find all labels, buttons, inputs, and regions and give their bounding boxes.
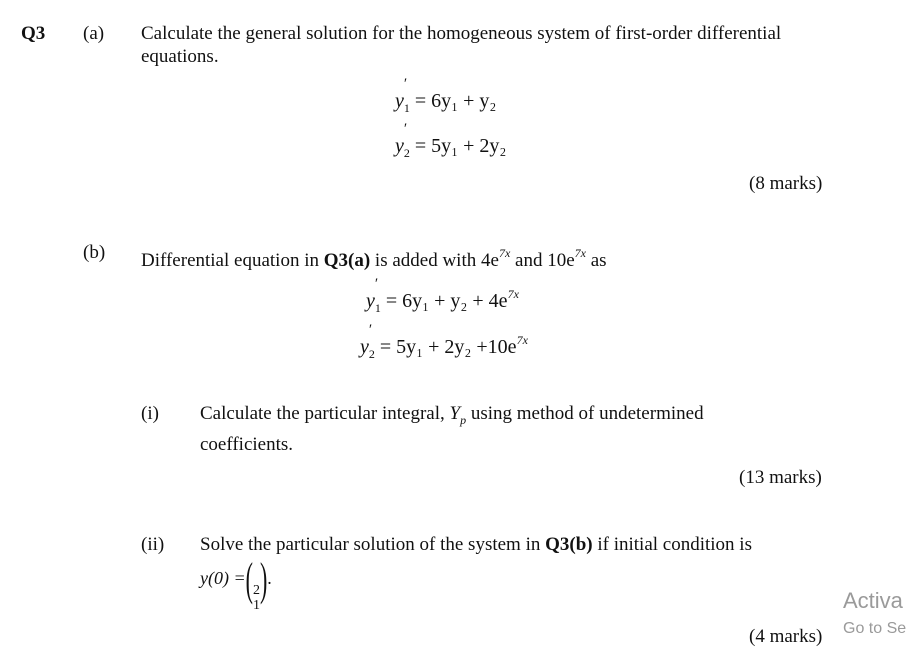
sub-ii-marks: (4 marks) bbox=[749, 626, 823, 647]
activation-watermark-line2: Go to Se bbox=[843, 620, 907, 637]
part-b-equation-1: $y_1$ ′ = $6y_1 + y_2 + 4e^{7x}$ bbox=[366, 276, 519, 315]
sub-ii-label: (ii) bbox=[141, 534, 165, 555]
sub-i-marks: (13 marks) bbox=[739, 467, 822, 488]
part-b-equation-2: $y_2$ ′ = $5y_1 + 2y_2 +10e^{7x}$ bbox=[360, 322, 528, 361]
sub-i-text-line2: coefficients. bbox=[200, 434, 294, 455]
sub-ii-text-line1: Solve the particular solution of the system in Q3(b) if initial condition is bbox=[200, 534, 752, 555]
sub-i-text-line1: Calculate the particular integral, $Y_p$ using method of undetermined bbox=[200, 403, 704, 427]
part-a-text-line2: equations. bbox=[141, 46, 219, 67]
question-label: Q3 bbox=[21, 23, 46, 44]
part-a-text-line1: Calculate the general solution for the homogeneous system of first-order differential bbox=[141, 23, 782, 44]
part-b-intro: Differential equation in Q3(a) is added with $4e^{7x}$ and $10e^{7x}$ as bbox=[141, 246, 607, 271]
part-a-equation-1: $y_1$ ′ = 6y₁ + y₂ bbox=[395, 76, 497, 115]
initial-condition: y(0) =( 2 1 ). bbox=[200, 552, 272, 613]
part-a-equation-2: $y_2$ ′ = 5y₁ + 2y₂ bbox=[395, 121, 507, 160]
sub-i-label: (i) bbox=[141, 403, 159, 424]
part-a-label: (a) bbox=[83, 23, 105, 44]
part-b-label: (b) bbox=[83, 242, 106, 263]
activation-watermark-line1: Activa bbox=[843, 588, 903, 613]
part-a-marks: (8 marks) bbox=[749, 173, 823, 194]
